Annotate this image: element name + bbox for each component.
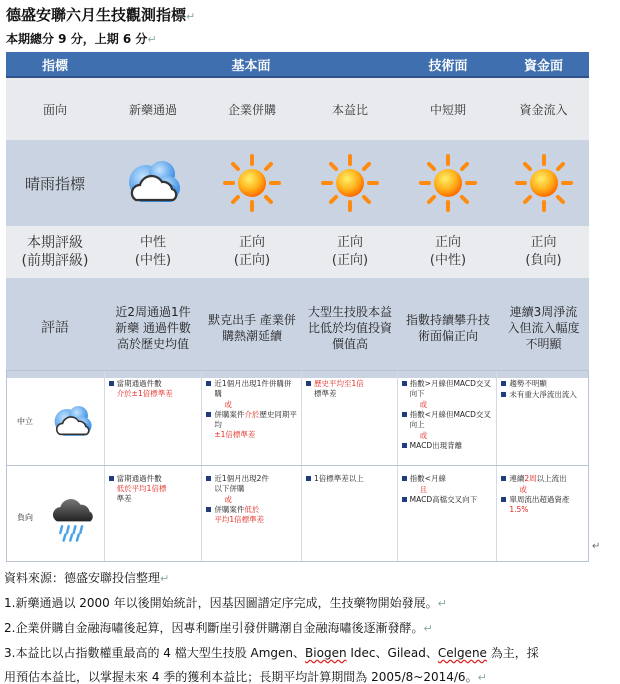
comment-merger: 默克出手 產業併購熱潮延續	[208, 313, 296, 343]
comment-row	[6, 278, 589, 378]
negative-pe: 1倍標準差以上	[302, 466, 398, 561]
comment-pe: 大型生技股本益比低於均值投資價值高	[308, 305, 393, 351]
rating-pe: 正向 (正向)	[331, 235, 369, 268]
header-capital: 資金面	[523, 58, 563, 74]
facet-fund-flow: 資金流入	[519, 102, 568, 117]
negative-header	[7, 466, 105, 561]
neutral-row	[7, 371, 588, 466]
comment-new-drug: 近2周通過1件新藥 通過件數高於歷史均值	[115, 305, 191, 351]
neutral-label: 中立	[17, 417, 33, 426]
header-technical: 技術面	[428, 58, 468, 74]
group-header-row	[6, 52, 589, 78]
indicator-table	[6, 52, 589, 378]
negative-short-term: 指數<月線 且 MACD高檔交叉向下	[398, 466, 498, 561]
note-3-cont: 用預估本益比，以掌握未來 4 季的獲利本益比；長期平均計算期間為 2005/8~2014/6。↵	[4, 670, 487, 684]
neutral-short-term: 指數>月線但MACD交叉向下 或 指數<月線但MACD交叉向上 或 MACD出現背離	[398, 371, 498, 465]
paragraph-mark: ↵	[592, 541, 601, 552]
negative-merger: 近1個月出現2件 以下併購 或 併購案件低於 平均1倍標準差	[202, 466, 302, 561]
rating-fund-flow: 正向 (負向)	[525, 235, 562, 268]
rain-cloud-icon	[47, 493, 97, 543]
page-title: 德盛安聯六月生技觀測指標↵	[6, 6, 196, 24]
note-2: 2.企業併購自金融海嘯後起算，因專利斷崖引發併購潮自金融海嘯後逐漸發酵。↵	[4, 621, 433, 635]
facet-short-term: 中短期	[429, 102, 466, 117]
neutral-fund-flow: 趨勢不明顯 未有重大淨流出流入	[497, 371, 588, 465]
sun-icon	[398, 140, 498, 226]
note-1: 1.新藥通過以 2000 年以後開始統計，因基因圖譜定序完成，生技藥物開始發展。↵	[4, 596, 447, 610]
neutral-new-drug: 當期通過件數 介於±1倍標準差	[105, 371, 203, 465]
sun-icon	[302, 140, 398, 226]
rating-merger: 正向 (正向)	[233, 235, 271, 268]
score-summary: 本期總分 9 分，上期 6 分↵	[6, 32, 157, 46]
header-indicator: 指標	[41, 58, 68, 74]
negative-row	[7, 466, 588, 561]
rating-new-drug: 中性 (中性)	[134, 235, 172, 268]
footnotes	[4, 566, 539, 684]
negative-label: 負向	[17, 512, 33, 522]
facet-merger: 企業併購	[227, 102, 276, 117]
source-note: 資料來源：德盛安聯投信整理↵	[4, 571, 170, 585]
facet-row	[6, 78, 589, 140]
cloud-icon	[104, 140, 202, 226]
header-fundamental: 基本面	[231, 58, 271, 74]
rating-row	[6, 226, 589, 278]
neutral-merger: 近1個月出現1件併購併購 或 併購案件介於歷史同期平均 ±1倍標準差	[202, 371, 302, 465]
facet-pe: 本益比	[331, 102, 368, 117]
rating-short-term: 正向 (中性)	[429, 235, 467, 268]
neutral-header	[7, 371, 105, 465]
comment-short-term: 指數持續攀升技術面偏正向	[405, 313, 490, 343]
sun-icon	[498, 140, 589, 226]
criteria-table	[6, 370, 589, 562]
neutral-pe: 歷史平均至1倍 標準差	[302, 371, 398, 465]
negative-new-drug: 當期通過件數 低於平均1倍標 準差	[105, 466, 203, 561]
negative-fund-flow: 連續2周以上流出 或 單周流出超過資產1.5%	[497, 466, 588, 561]
weather-label: 晴雨指標	[24, 174, 85, 193]
note-3: 3.本益比以占指數權重最高的 4 檔大型生技股 Amgen、Biogen Idec、Gilead、Celgene 為主，採	[4, 646, 539, 660]
sun-icon	[202, 140, 302, 226]
cloud-icon	[47, 401, 97, 443]
facet-new-drug: 新藥通過	[128, 102, 177, 117]
comment-label: 評語	[41, 320, 69, 336]
comment-fund-flow: 連續3周淨流入但流入幅度不明顯	[507, 305, 580, 351]
weather-row	[6, 140, 589, 226]
facet-label: 面向	[42, 102, 67, 117]
rating-label: 本期評級 (前期評級)	[21, 235, 89, 269]
